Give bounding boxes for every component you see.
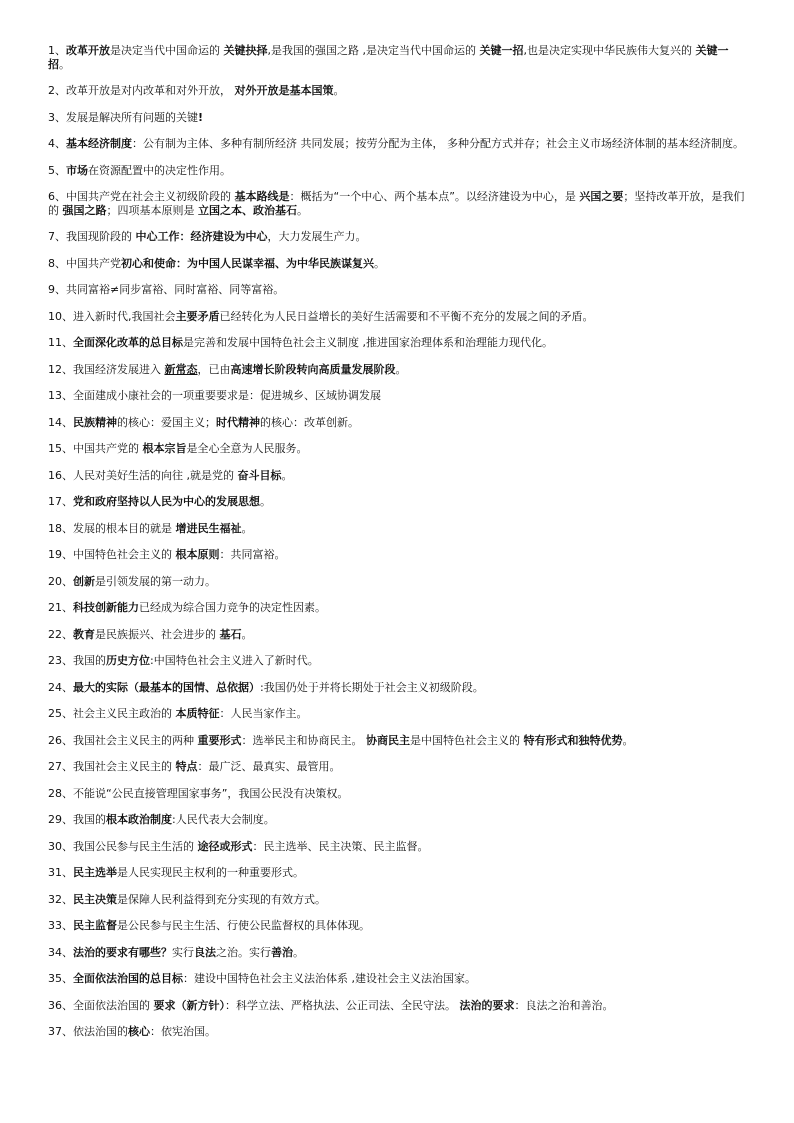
list-item [48, 1025, 748, 1039]
list-item [48, 787, 748, 801]
list-item [48, 946, 748, 960]
text: ,也是决定实现中华民族伟大复兴的 [523, 44, 696, 57]
list-item [48, 575, 748, 589]
text: 2、改革开放是对内改革和对外开放， [48, 84, 235, 97]
text: 33、 [48, 919, 73, 932]
bold-text: 基石 [219, 627, 242, 641]
text: 14、 [48, 415, 73, 429]
text: 是决定当代中国命运的 [110, 44, 224, 57]
text: 30、我国公民参与民主生活的 [48, 839, 198, 853]
text: ：选举民主和协商民主。 [241, 733, 366, 747]
text: ：依宪治国。 [150, 1025, 216, 1038]
bold-text: 初心和使命：为中国人民谋幸福、为中华民族谋复兴 [121, 256, 374, 270]
list-item [48, 522, 748, 536]
bold-text: 市场 [66, 163, 88, 177]
text: 。 [622, 733, 634, 747]
bold-text: 协商民主 [366, 733, 410, 747]
text: 是引领发展的第一动力。 [95, 574, 216, 588]
list-item [48, 707, 748, 721]
text: 34、 [48, 945, 73, 959]
text: :我国仍处于并将长期处于社会主义初级阶段。 [260, 680, 484, 694]
text: 。 [333, 84, 345, 97]
text: ：公有制为主体、多种有制所经济 共同发展；按劳分配为主体， 多种分配方式并存；社会主义市场经济体制的基本经济制度。 [132, 137, 744, 150]
text: 32、 [48, 892, 73, 906]
list-item [48, 257, 748, 271]
list-item [48, 972, 748, 986]
bold-text: 途径或形式 [197, 839, 253, 853]
list-item [48, 84, 748, 98]
text: 。 [293, 945, 304, 959]
bold-text: 要求（新方针） [153, 998, 225, 1012]
text: 。 [395, 362, 407, 376]
text: 16、人民对美好生活的向往 ,就是党的 [48, 468, 238, 482]
bold-text: 最大的实际（最基本的国情、总依据） [73, 680, 260, 694]
bold-text: 改革开放 [66, 44, 110, 57]
text: 。 [241, 521, 253, 535]
text: ：建设中国特色社会主义法治体系 ,建设社会主义法治国家。 [183, 972, 476, 985]
bold-text: 高速增长阶段转向高质量发展阶段 [230, 362, 396, 376]
list-item [48, 919, 748, 933]
text: 1、 [48, 44, 66, 57]
bold-text: 中心工作：经济建设为中心 [135, 230, 268, 243]
list-item [48, 164, 748, 178]
text: 是民族振兴、社会进步的 [95, 627, 220, 641]
bold-text: 教育 [73, 627, 95, 641]
text: :中国特色社会主义进入了新时代。 [150, 654, 319, 667]
bold-text: 关键抉择 [223, 44, 268, 57]
list-item [48, 442, 748, 456]
bold-text: 增进民生福祉 [175, 521, 242, 535]
bold-text: 基本经济制度 [66, 137, 132, 150]
text: 之治。实行 [216, 945, 271, 959]
list-item [48, 840, 748, 854]
list-item [48, 548, 748, 562]
bold-text: 良法 [194, 945, 216, 959]
text: 是保障人民利益得到充分实现的有效方式。 [117, 892, 326, 906]
bold-text: 民主选举 [73, 866, 117, 879]
bold-text: 新常态 [164, 362, 198, 376]
text: 13、全面建成小康社会的一项重要要求是：促进城乡、区域协调发展 [48, 389, 381, 402]
text: ：民主选举、民主决策、民主监督。 [252, 839, 429, 853]
bold-text: 重要形式 [197, 733, 242, 747]
text: 37、依法治国的 [48, 1025, 128, 1038]
bold-text: 时代精神 [216, 415, 260, 429]
text: ：人民当家作主。 [219, 707, 308, 720]
text: 25、社会主义民主政治的 [48, 707, 176, 720]
text: 。 [260, 495, 271, 508]
bold-text: 科技创新能力 [73, 601, 139, 614]
text: 36、全面依法治国的 [48, 998, 154, 1012]
list-item [48, 654, 748, 668]
text: 19、中国特色社会主义的 [48, 548, 176, 561]
text: ，已由 [197, 362, 231, 376]
text: 10、进入新时代,我国社会 [48, 309, 176, 323]
text: 的核心：改革创新。 [260, 415, 359, 429]
bold-text: 本质特征 [175, 707, 220, 720]
bold-text: 核心 [128, 1025, 150, 1038]
text: 。 [281, 468, 293, 482]
list-item [48, 416, 748, 430]
list-item [48, 190, 748, 217]
bold-text: 全面深化改革的总目标 [73, 336, 183, 349]
text: 23、我国的 [48, 654, 106, 667]
bold-text: 法治的要求 [459, 998, 515, 1012]
text: ：科学立法、严格执法、公正司法、全民守法。 [225, 998, 460, 1012]
text: 。 [241, 627, 253, 641]
bold-text: 主要矛盾 [175, 309, 220, 323]
text: 8、中国共产党 [48, 256, 121, 270]
bold-text: 奋斗目标 [237, 468, 282, 482]
text: ,是我国的强国之路 ,是决定当代中国命运的 [267, 44, 480, 57]
text: 已经成为综合国力竞争的决定性因素。 [139, 601, 326, 614]
text: 28、不能说“公民直接管理国家事务”，我国公民没有决策权。 [48, 786, 349, 800]
bold-text: 特点 [175, 760, 198, 773]
bold-text: 基本路线是 [234, 190, 290, 203]
text: 4、 [48, 137, 66, 150]
bold-text: 关键一招 [48, 44, 729, 71]
bold-text: 对外开放是基本国策 [234, 84, 334, 97]
text: 是人民实现民主权利的一种重要形式。 [117, 866, 304, 879]
text: 24、 [48, 680, 73, 694]
bold-text: 民主监督 [73, 919, 117, 932]
text: 。 [59, 57, 70, 71]
list-item [48, 230, 748, 244]
text: 31、 [48, 866, 73, 879]
text: :人民代表大会制度。 [172, 813, 275, 826]
text: 5、 [48, 163, 66, 177]
bold-text: 关键一招 [479, 44, 524, 57]
text: 是全心全意为人民服务。 [186, 442, 308, 455]
text: ：概括为“一个中心、两个基本点”。以经济建设为中心，是 [289, 190, 580, 203]
text: 是完善和发展中国特色社会主义制度 ,推进国家治理体系和治理能力现代化。 [183, 336, 553, 349]
text: 实行 [172, 945, 194, 959]
text: 已经转化为人民日益增长的美好生活需要和不平衡不充分的发展之间的矛盾。 [219, 309, 594, 323]
list-item [48, 44, 748, 71]
list-item [48, 336, 748, 350]
text: 26、我国社会主义民主的两种 [48, 733, 198, 747]
text: 7、我国现阶段的 [48, 230, 136, 243]
list-item [48, 628, 748, 642]
list-item [48, 601, 748, 615]
text: 20、 [48, 574, 73, 588]
list-item [48, 495, 748, 509]
list-item [48, 137, 748, 151]
text: 的核心：爱国主义； [117, 415, 216, 429]
text: ；四项基本原则是 [106, 203, 198, 217]
list-item [48, 893, 748, 907]
list-item [48, 999, 748, 1013]
text: 12、我国经济发展进入 [48, 362, 165, 376]
bold-text: 民族精神 [73, 415, 117, 429]
bold-text: ! [198, 110, 204, 124]
text: ，大力发展生产力。 [267, 230, 367, 243]
list-item [48, 734, 748, 748]
text: 11、 [48, 336, 73, 349]
list-item [48, 389, 748, 403]
text: 。 [374, 256, 385, 270]
text: ：共同富裕。 [219, 548, 286, 561]
bold-text: 法治的要求有哪些？ [73, 945, 172, 959]
list-item [48, 681, 748, 695]
bold-text: 全面依法治国的总目标 [73, 972, 183, 985]
list-item [48, 866, 748, 880]
bold-text: 善治 [271, 945, 293, 959]
bold-text: 立国之本、政治基石 [198, 203, 297, 217]
point-list [48, 44, 748, 1052]
text: 。 [297, 203, 308, 217]
list-item [48, 283, 748, 297]
text: 18、发展的根本目的就是 [48, 521, 176, 535]
list-item [48, 310, 748, 324]
text: ：最广泛、最真实、最管用。 [197, 760, 341, 773]
text: 9、共同富裕≠同步富裕、同时富裕、同等富裕。 [48, 283, 285, 296]
text: 27、我国社会主义民主的 [48, 760, 176, 773]
bold-text: 特有形式和独特优势 [523, 733, 623, 747]
bold-text: 强国之路 [62, 203, 107, 217]
bold-text: 根本宗旨 [142, 442, 187, 455]
text: 6、中国共产党在社会主义初级阶段的 [48, 190, 235, 203]
list-item [48, 813, 748, 827]
bold-text: 兴国之要 [579, 190, 624, 203]
list-item [48, 111, 748, 125]
text: 在资源配置中的决定性作用。 [88, 163, 231, 177]
text: ；坚持改革开放，是我们的 [48, 190, 745, 217]
list-item [48, 363, 748, 377]
bold-text: 党和政府坚持以人民为中心的发展思想 [73, 495, 260, 508]
list-item [48, 760, 748, 774]
bold-text: 民主决策 [73, 892, 117, 906]
list-item [48, 469, 748, 483]
text: 3、发展是解决所有问题的关键 [48, 110, 198, 124]
text: 15、中国共产党的 [48, 442, 143, 455]
text: ：良法之治和善治。 [514, 998, 614, 1012]
text: 17、 [48, 495, 73, 508]
text: 22、 [48, 627, 73, 641]
text: 29、我国的 [48, 813, 106, 826]
text: 35、 [48, 972, 73, 985]
bold-text: 根本政治制度 [106, 813, 172, 826]
bold-text: 根本原则 [175, 548, 220, 561]
bold-text: 历史方位 [106, 654, 150, 667]
text: 是公民参与民主生活、行使公民监督权的具体体现。 [117, 919, 370, 932]
bold-text: 创新 [73, 574, 95, 588]
text: 21、 [48, 601, 73, 614]
text: 是中国特色社会主义的 [410, 733, 524, 747]
